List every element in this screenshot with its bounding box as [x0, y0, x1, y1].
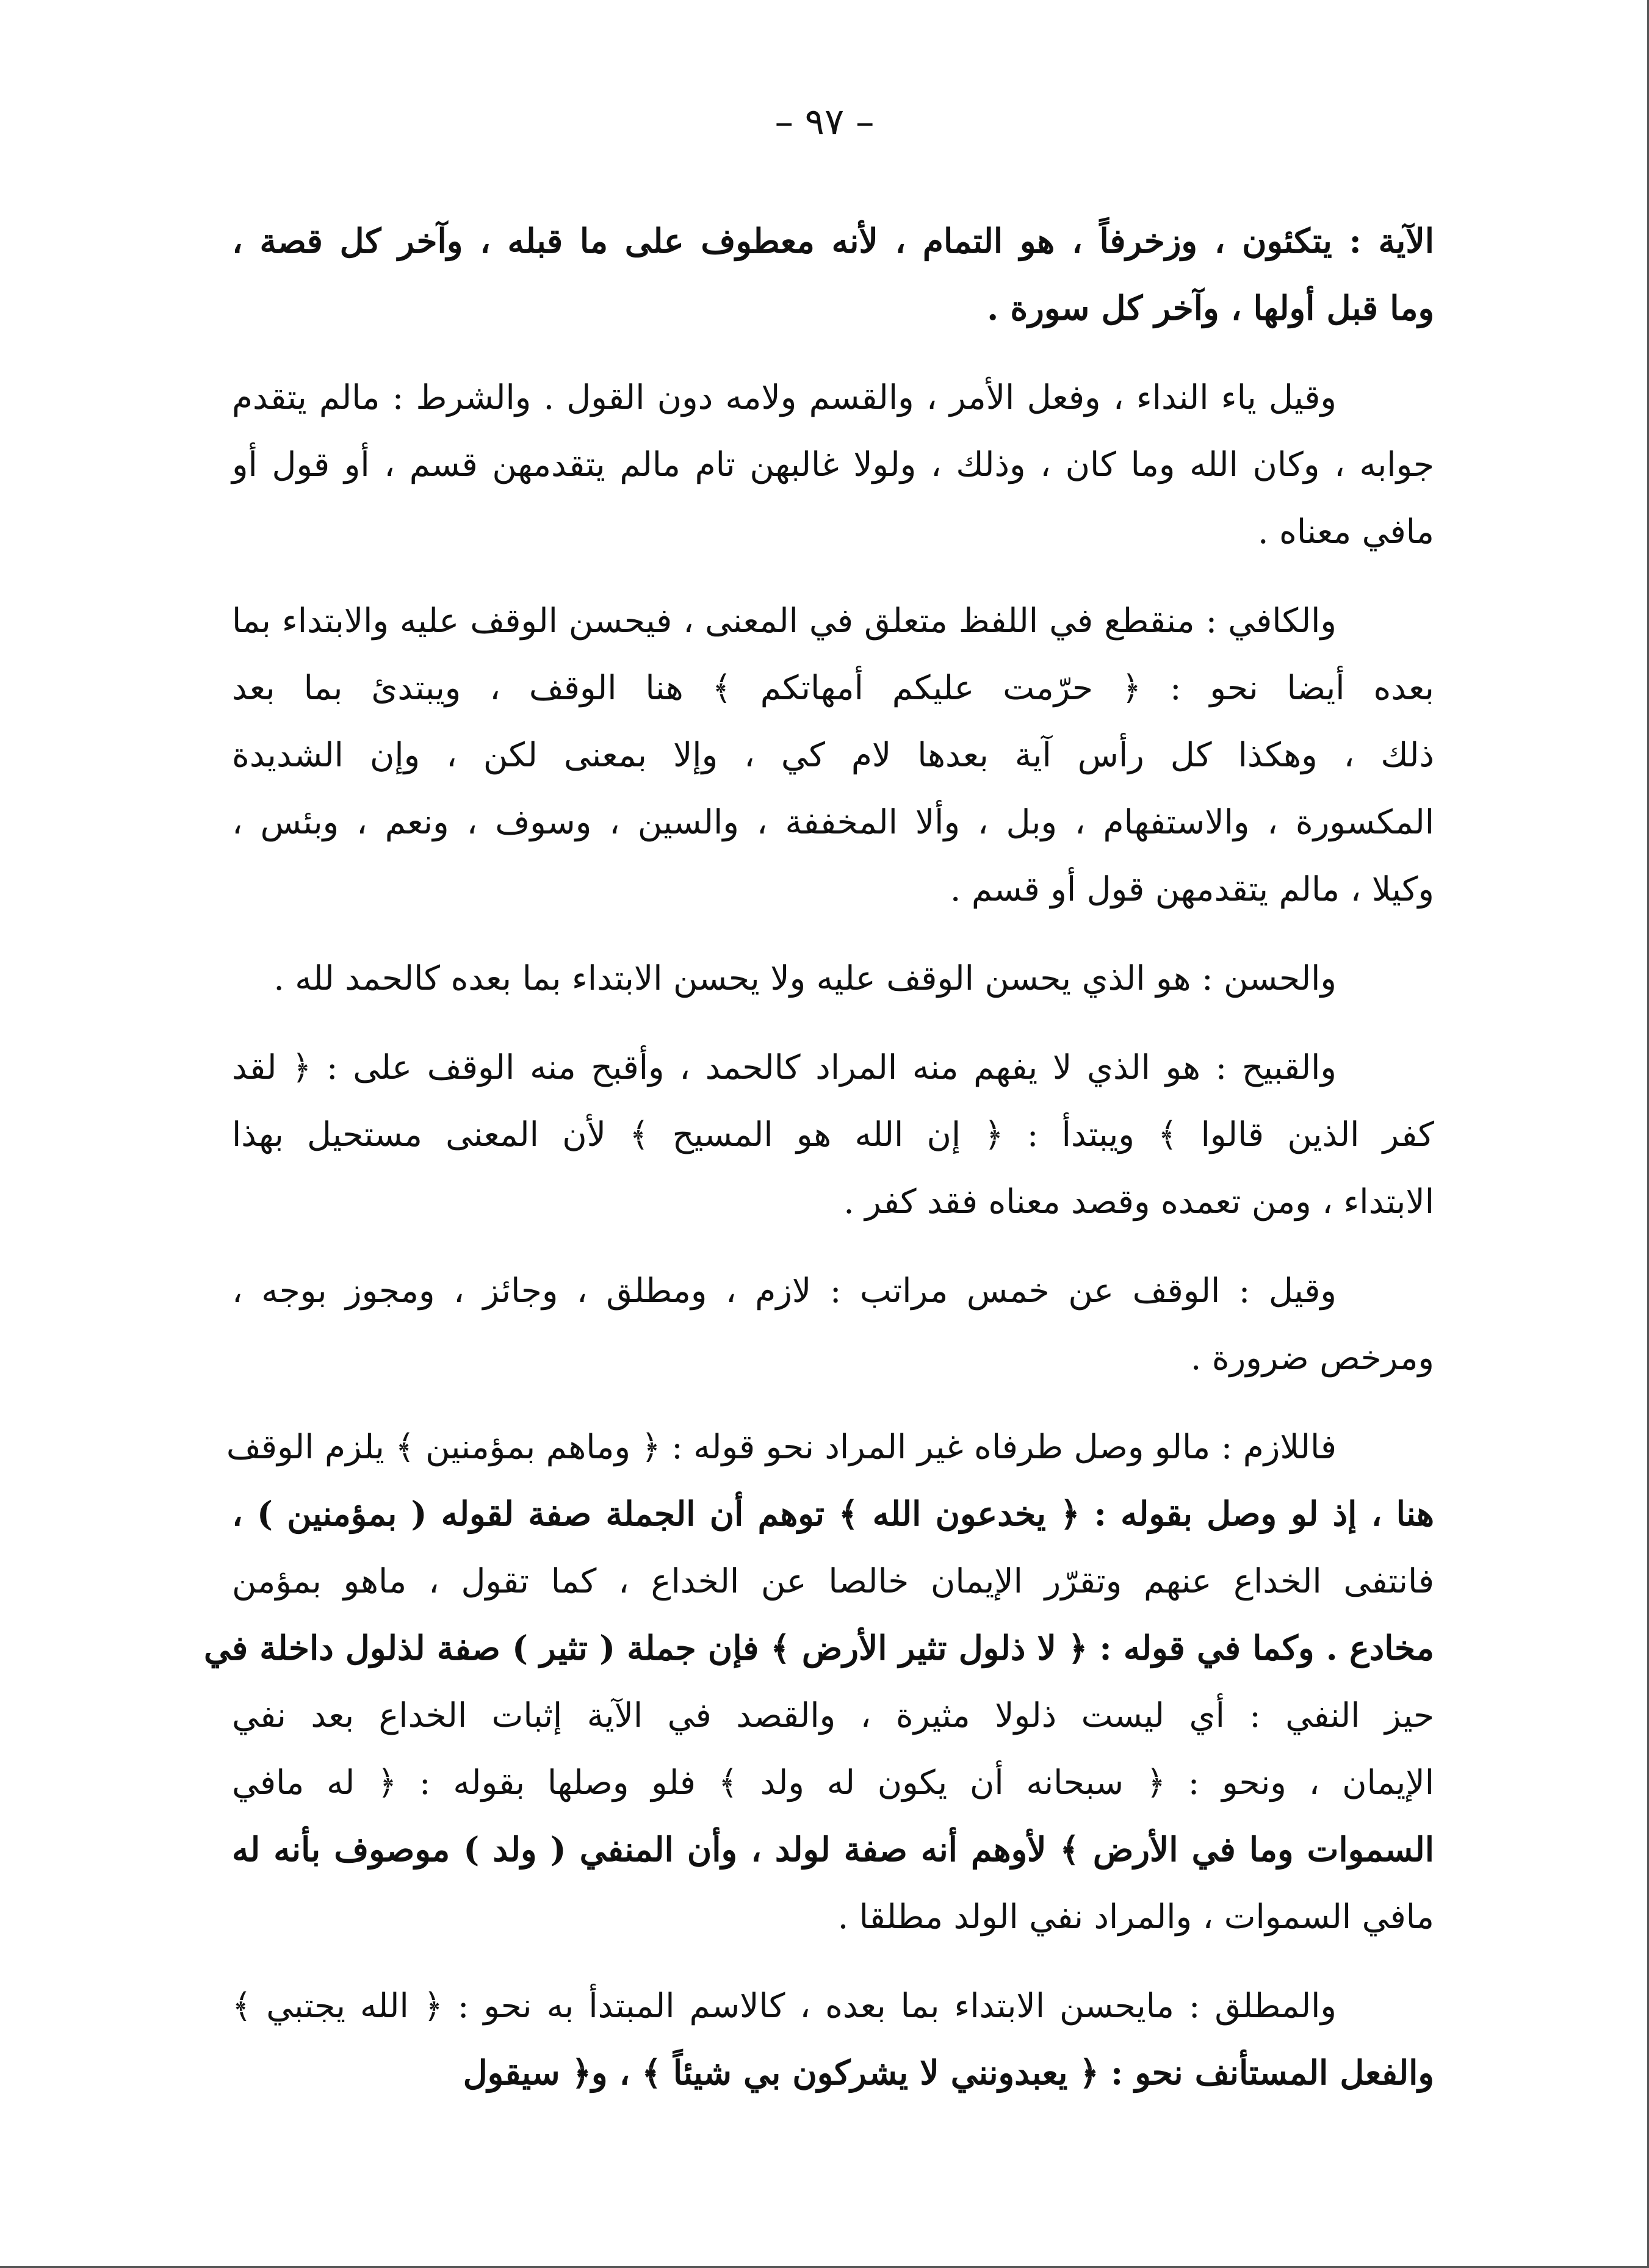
text-line: حيز النفي : أي ليست ذلولا مثيرة ، والقصد في الآية إثبات الخداع بعد نفي: [232, 1696, 1434, 1735]
text-line: فاللازم : مالو وصل طرفاه غير المراد نحو قوله : ﴿ وماهم بمؤمنين ﴾ يلزم الوقف: [226, 1427, 1337, 1466]
text-line: وما قبل أولها ، وآخر كل سورة .: [987, 288, 1434, 328]
paragraph: [203, 1413, 1434, 1950]
text-line: المكسورة ، والاستفهام ، وبل ، وألا المخففة ، والسين ، وسوف ، ونعم ، وبئس ،: [232, 802, 1434, 841]
paragraph: [232, 1034, 1434, 1235]
text-line: والقبيح : هو الذي لا يفهم منه المراد كالحمد ، وأقبح منه الوقف على : ﴿ لقد: [232, 1048, 1337, 1087]
text-line: والمطلق : مايحسن الابتداء بما بعده ، كالاسم المبتدأ به نحو : ﴿ الله يجتبي ﴾: [232, 1986, 1337, 2025]
text-body: [203, 207, 1434, 2128]
text-line: والحسن : هو الذي يحسن الوقف عليه ولا يحسن الابتداء بما بعده كالحمد لله .: [273, 959, 1337, 998]
text-line: ذلك ، وهكذا كل رأس آية بعدها لام كي ، وإلا بمعنى لكن ، وإن الشديدة: [232, 735, 1434, 774]
text-line: وكيلا ، مالم يتقدمهن قول أو قسم .: [950, 869, 1434, 909]
text-line: مخادع . وكما في قوله : ﴿ لا ذلول تثير الأرض ﴾ فإن جملة ( تثير ) صفة لذلول داخلة في: [203, 1628, 1434, 1668]
text-line: بعده أيضا نحو : ﴿ حرّمت عليكم أمهاتكم ﴾ هنا الوقف ، ويبتدئ بما بعد: [232, 668, 1434, 707]
text-line: والفعل المستأنف نحو : ﴿ يعبدونني لا يشركون بي شيئاً ﴾ ، و﴿ سيقول: [463, 2053, 1434, 2092]
paragraph: [232, 1972, 1434, 2106]
paragraph: [232, 1257, 1434, 1391]
paragraph: [232, 945, 1434, 1012]
text-line: الآية : يتكئون ، وزخرفاً ، هو التمام ، لأنه معطوف على ما قبله ، وآخر كل قصة ،: [232, 221, 1434, 261]
text-line: مافي معناه .: [1258, 512, 1434, 551]
text-line: السموات وما في الأرض ﴾ لأوهم أنه صفة لولد ، وأن المنفي ( ولد ) موصوف بأنه له: [232, 1829, 1434, 1869]
text-line: مافي السموات ، والمراد نفي الولد مطلقا .: [837, 1897, 1434, 1936]
text-line: الإيمان ، ونحو : ﴿ سبحانه أن يكون له ولد ﴾ فلو وصلها بقوله : ﴿ له مافي: [232, 1763, 1434, 1802]
text-line: فانتفى الخداع عنهم وتقرّر الإيمان خالصا عن الخداع ، كما تقول ، ماهو بمؤمن: [232, 1561, 1434, 1600]
paragraph: [232, 587, 1434, 923]
text-line: كفر الذين قالوا ﴾ ويبتدأ : ﴿ إن الله هو المسيح ﴾ لأن المعنى مستحيل بهذا: [232, 1115, 1434, 1154]
text-line: جوابه ، وكان الله وما كان ، وذلك ، ولولا غالبهن تام مالم يتقدمهن قسم ، أو قول أو: [232, 445, 1434, 484]
paragraph: [232, 207, 1434, 342]
text-line: والكافي : منقطع في اللفظ متعلق في المعنى ، فيحسن الوقف عليه والابتداء بما: [232, 601, 1337, 640]
paragraph: [232, 364, 1434, 565]
text-line: هنا ، إذ لو وصل بقوله : ﴿ يخدعون الله ﴾ توهم أن الجملة صفة لقوله ( بمؤمنين ) ،: [232, 1494, 1434, 1533]
text-line: وقيل : الوقف عن خمس مراتب : لازم ، ومطلق ، وجائز ، ومجوز بوجه ،: [232, 1271, 1337, 1310]
page-number: – ٩٧ –: [774, 101, 875, 143]
text-line: الابتداء ، ومن تعمده وقصد معناه فقد كفر .: [843, 1182, 1434, 1221]
text-line: وقيل ياء النداء ، وفعل الأمر ، والقسم ولامه دون القول . والشرط : مالم يتقدم: [232, 378, 1337, 417]
text-line: ومرخص ضرورة .: [1190, 1338, 1434, 1377]
